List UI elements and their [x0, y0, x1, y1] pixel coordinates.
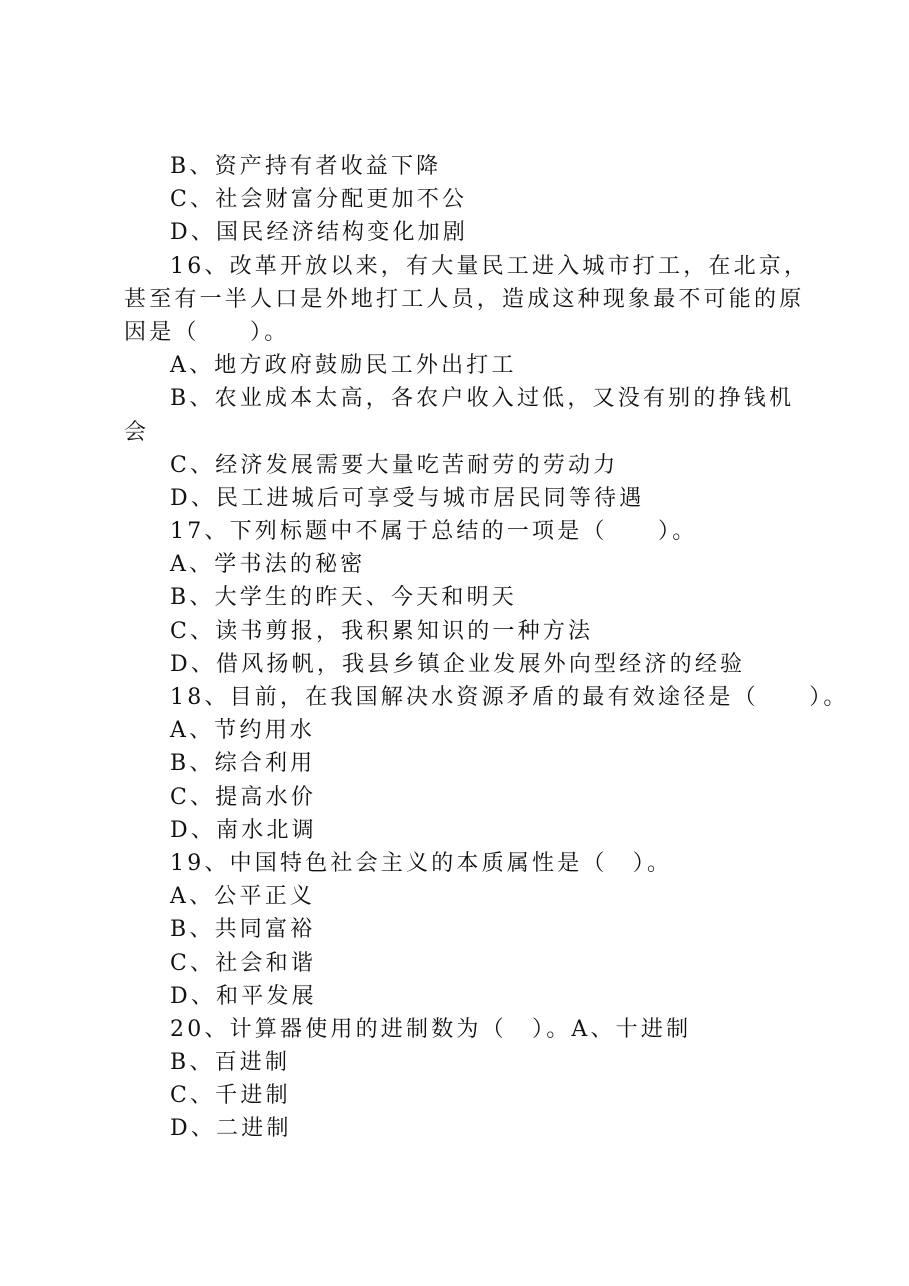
- q16-stem-line-3: 因是（ ）。: [124, 319, 290, 345]
- q16-option-a: A、地方政府鼓励民工外出打工: [170, 353, 517, 379]
- q16-option-c: C、经济发展需要大量吃苦耐劳的劳动力: [170, 452, 619, 478]
- q15-option-b: B、资产持有者收益下降: [170, 154, 442, 179]
- q16-option-b-line-1: B、农业成本太高，各农户收入过低，又没有别的挣钱机: [170, 386, 795, 412]
- q17-option-c: C、读书剪报，我积累知识的一种方法: [170, 618, 594, 644]
- q19-option-c: C、社会和谐: [170, 950, 317, 976]
- q20-option-b: B、百进制: [170, 1050, 291, 1076]
- q17-stem: 17、下列标题中不属于总结的一项是（ ）。: [170, 519, 698, 545]
- q16-option-b-line-2: 会: [124, 419, 150, 445]
- q18-option-c: C、提高水价: [170, 784, 317, 810]
- q18-option-a: A、节约用水: [170, 718, 316, 744]
- q15-option-d: D、国民经济结构变化加剧: [170, 220, 469, 246]
- q15-option-c: C、社会财富分配更加不公: [170, 187, 468, 213]
- q18-option-d: D、南水北调: [170, 817, 317, 843]
- q20-option-c: C、千进制: [170, 1083, 291, 1109]
- q18-stem: 18、目前，在我国解决水资源矛盾的最有效途径是（ ）。: [170, 685, 849, 710]
- q17-option-d: D、借风扬帆，我县乡镇企业发展外向型经济的经验: [170, 651, 746, 677]
- q18-option-b: B、综合利用: [170, 751, 316, 777]
- q19-stem: 19、中国特色社会主义的本质属性是（ ）。: [170, 850, 673, 876]
- q20-stem: 20、计算器使用的进制数为（ ）。A、十进制: [170, 1016, 692, 1042]
- q20-option-d: D、二进制: [170, 1116, 292, 1142]
- document-page: [124, 150, 849, 1146]
- q17-option-a: A、学书法的秘密: [170, 552, 366, 578]
- q17-option-b: B、大学生的昨天、今天和明天: [170, 585, 517, 611]
- q16-option-d: D、民工进城后可享受与城市居民同等待遇: [170, 485, 645, 511]
- q16-stem-line-1: 16、改革开放以来，有大量民工进入城市打工，在北京，: [170, 253, 810, 279]
- q19-option-a: A、公平正义: [170, 884, 316, 910]
- q16-stem-line-2: 甚至有一半人口是外地打工人员，造成这种现象最不可能的原: [124, 286, 805, 312]
- q19-option-d: D、和平发展: [170, 983, 317, 1009]
- q19-option-b: B、共同富裕: [170, 917, 316, 943]
